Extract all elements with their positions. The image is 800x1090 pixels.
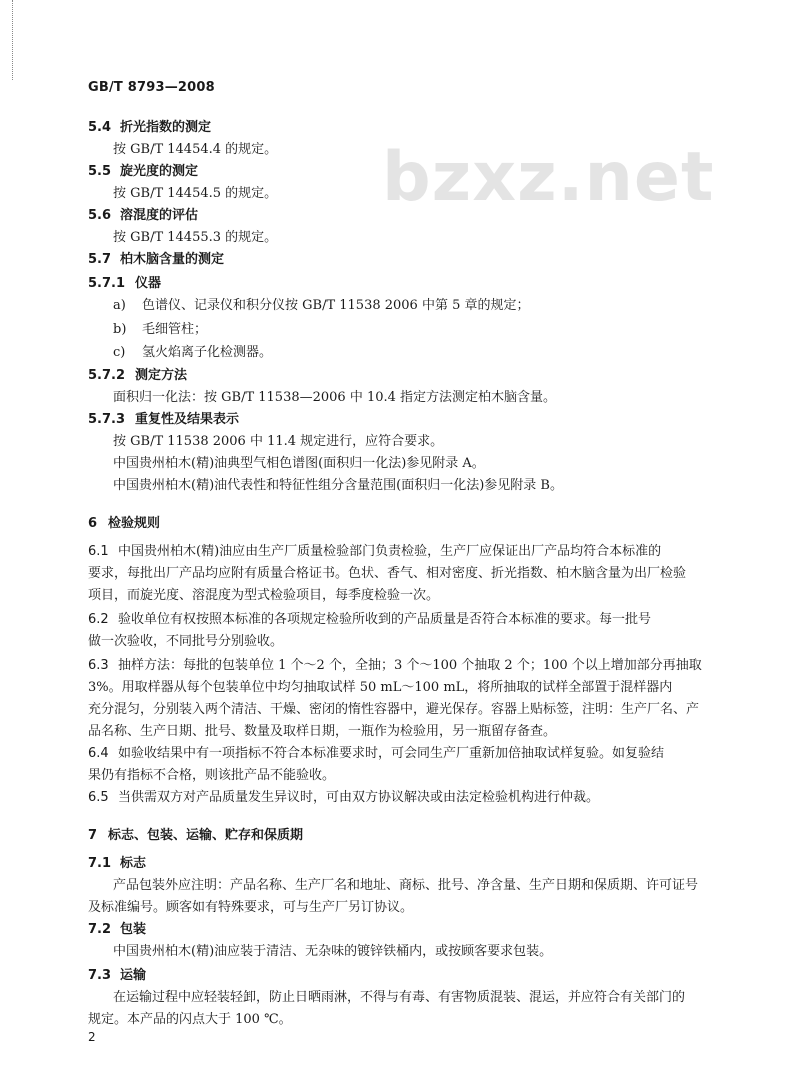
list-item: 氢火焰离子化检测器。 <box>142 345 273 360</box>
section-number: 7.2 <box>88 922 112 937</box>
section-number: 7.1 <box>88 856 112 871</box>
clause-line: 中国贵州柏木(精)油应由生产厂质量检验部门负责检验，生产厂应保证出厂产品均符合本标准的 <box>118 544 662 559</box>
clause-line: 当供需双方对产品质量发生异议时，可由双方协议解决或由法定检验机构进行仲裁。 <box>118 790 600 805</box>
clause-number: 6.4 <box>88 746 109 761</box>
section-title: 测定方法 <box>135 368 188 383</box>
clause-number: 6.5 <box>88 790 109 805</box>
clause-number: 6.3 <box>88 658 109 673</box>
section-body-line: 产品包装外应注明：产品名称、生产厂名和地址、商标、批号、净含量、生产日期和保质期、许可证号 <box>113 878 699 893</box>
section-body: 按 GB/T 14454.4 的规定。 <box>113 142 278 157</box>
chapter-title: 检验规则 <box>108 516 161 531</box>
clause-line: 抽样方法：每批的包装单位 1 个～2 个，全抽；3 个～100 个抽取 2 个；100 个以上增加部分再抽取 <box>118 658 702 673</box>
section-body: 按 GB/T 14455.3 的规定。 <box>113 230 278 245</box>
list-item-mark: c) <box>113 345 126 360</box>
clause-line: 充分混匀，分别装入两个清洁、干燥、密闭的惰性容器中，避光保存。容器上贴标签，注明：生产厂名、产 <box>88 702 700 717</box>
clause-line: 3%。用取样器从每个包装单位中均匀抽取试样 50 mL～100 mL，将所抽取的试样全部置于混样器内 <box>88 680 673 695</box>
chapter-title: 标志、包装、运输、贮存和保质期 <box>108 828 304 843</box>
section-title: 重复性及结果表示 <box>135 412 240 427</box>
clause-number: 6.1 <box>88 544 109 559</box>
section-title: 溶混度的评估 <box>120 208 199 223</box>
clause-line: 果仍有指标不合格，则该批产品不能验收。 <box>88 768 336 783</box>
clause-line: 品名称、生产日期、批号、数量及取样日期，一瓶作为检验用，另一瓶留存备查。 <box>88 724 557 739</box>
watermark: bzxz.net <box>382 138 715 217</box>
clause-line: 要求，每批出厂产品均应附有质量合格证书。色状、香气、相对密度、折光指数、柏木脑含量为出厂检验 <box>88 566 687 581</box>
section-body-line: 中国贵州柏木(精)油典型气相色谱图(面积归一化法)参见附录 A。 <box>113 456 485 471</box>
section-number: 5.7.1 <box>88 276 126 291</box>
list-item-mark: b) <box>113 322 127 337</box>
chapter-number: 6 <box>88 516 98 531</box>
section-number: 5.6 <box>88 208 112 223</box>
section-title: 柏木脑含量的测定 <box>120 252 225 267</box>
section-title: 仪器 <box>135 276 162 291</box>
section-body-line: 中国贵州柏木(精)油应装于清洁、无杂味的镀锌铁桶内，或按顾客要求包装。 <box>113 944 553 959</box>
section-number: 5.7 <box>88 252 112 267</box>
section-body: 按 GB/T 14454.5 的规定。 <box>113 186 278 201</box>
list-item: 毛细管柱； <box>142 322 208 337</box>
clause-line: 如验收结果中有一项指标不符合本标准要求时，可会同生产厂重新加倍抽取试样复验。如复验结 <box>118 746 665 761</box>
clause-line: 做一次验收，不同批号分别验收。 <box>88 634 284 649</box>
scan-edge-mark <box>0 0 13 80</box>
section-body-line: 及标准编号。顾客如有特殊要求，可与生产厂另订协议。 <box>88 900 414 915</box>
section-body-line: 中国贵州柏木(精)油代表性和特征性组分含量范围(面积归一化法)参见附录 B。 <box>113 478 563 493</box>
section-body: 面积归一化法：按 GB/T 11538—2006 中 10.4 指定方法测定柏木脑含量。 <box>113 390 557 405</box>
clause-line: 验收单位有权按照本标准的各项规定检验所收到的产品质量是否符合本标准的要求。每一批号 <box>118 612 652 627</box>
list-item: 色谱仪、记录仪和积分仪按 GB/T 11538 2006 中第 5 章的规定； <box>142 298 530 313</box>
chapter-number: 7 <box>88 828 98 843</box>
section-number: 5.5 <box>88 164 112 179</box>
section-title: 折光指数的测定 <box>120 120 212 135</box>
page-number: 2 <box>88 1030 96 1044</box>
standard-header: GB/T 8793—2008 <box>88 80 215 95</box>
section-number: 7.3 <box>88 968 112 983</box>
section-body-line: 规定。本产品的闪点大于 100 ℃。 <box>88 1012 292 1027</box>
section-body-line: 在运输过程中应轻装轻卸，防止日晒雨淋，不得与有毒、有害物质混装、混运，并应符合有关部门的 <box>113 990 686 1005</box>
section-number: 5.4 <box>88 120 112 135</box>
section-title: 标志 <box>120 856 147 871</box>
section-title: 旋光度的测定 <box>120 164 199 179</box>
clause-line: 项目，而旋光度、溶混度为型式检验项目，每季度检验一次。 <box>88 588 440 603</box>
clause-number: 6.2 <box>88 612 109 627</box>
list-item-mark: a) <box>113 298 126 313</box>
section-body-line: 按 GB/T 11538 2006 中 11.4 规定进行，应符合要求。 <box>113 434 444 449</box>
section-title: 运输 <box>120 968 147 983</box>
section-title: 包装 <box>120 922 147 937</box>
section-number: 5.7.3 <box>88 412 126 427</box>
section-number: 5.7.2 <box>88 368 126 383</box>
